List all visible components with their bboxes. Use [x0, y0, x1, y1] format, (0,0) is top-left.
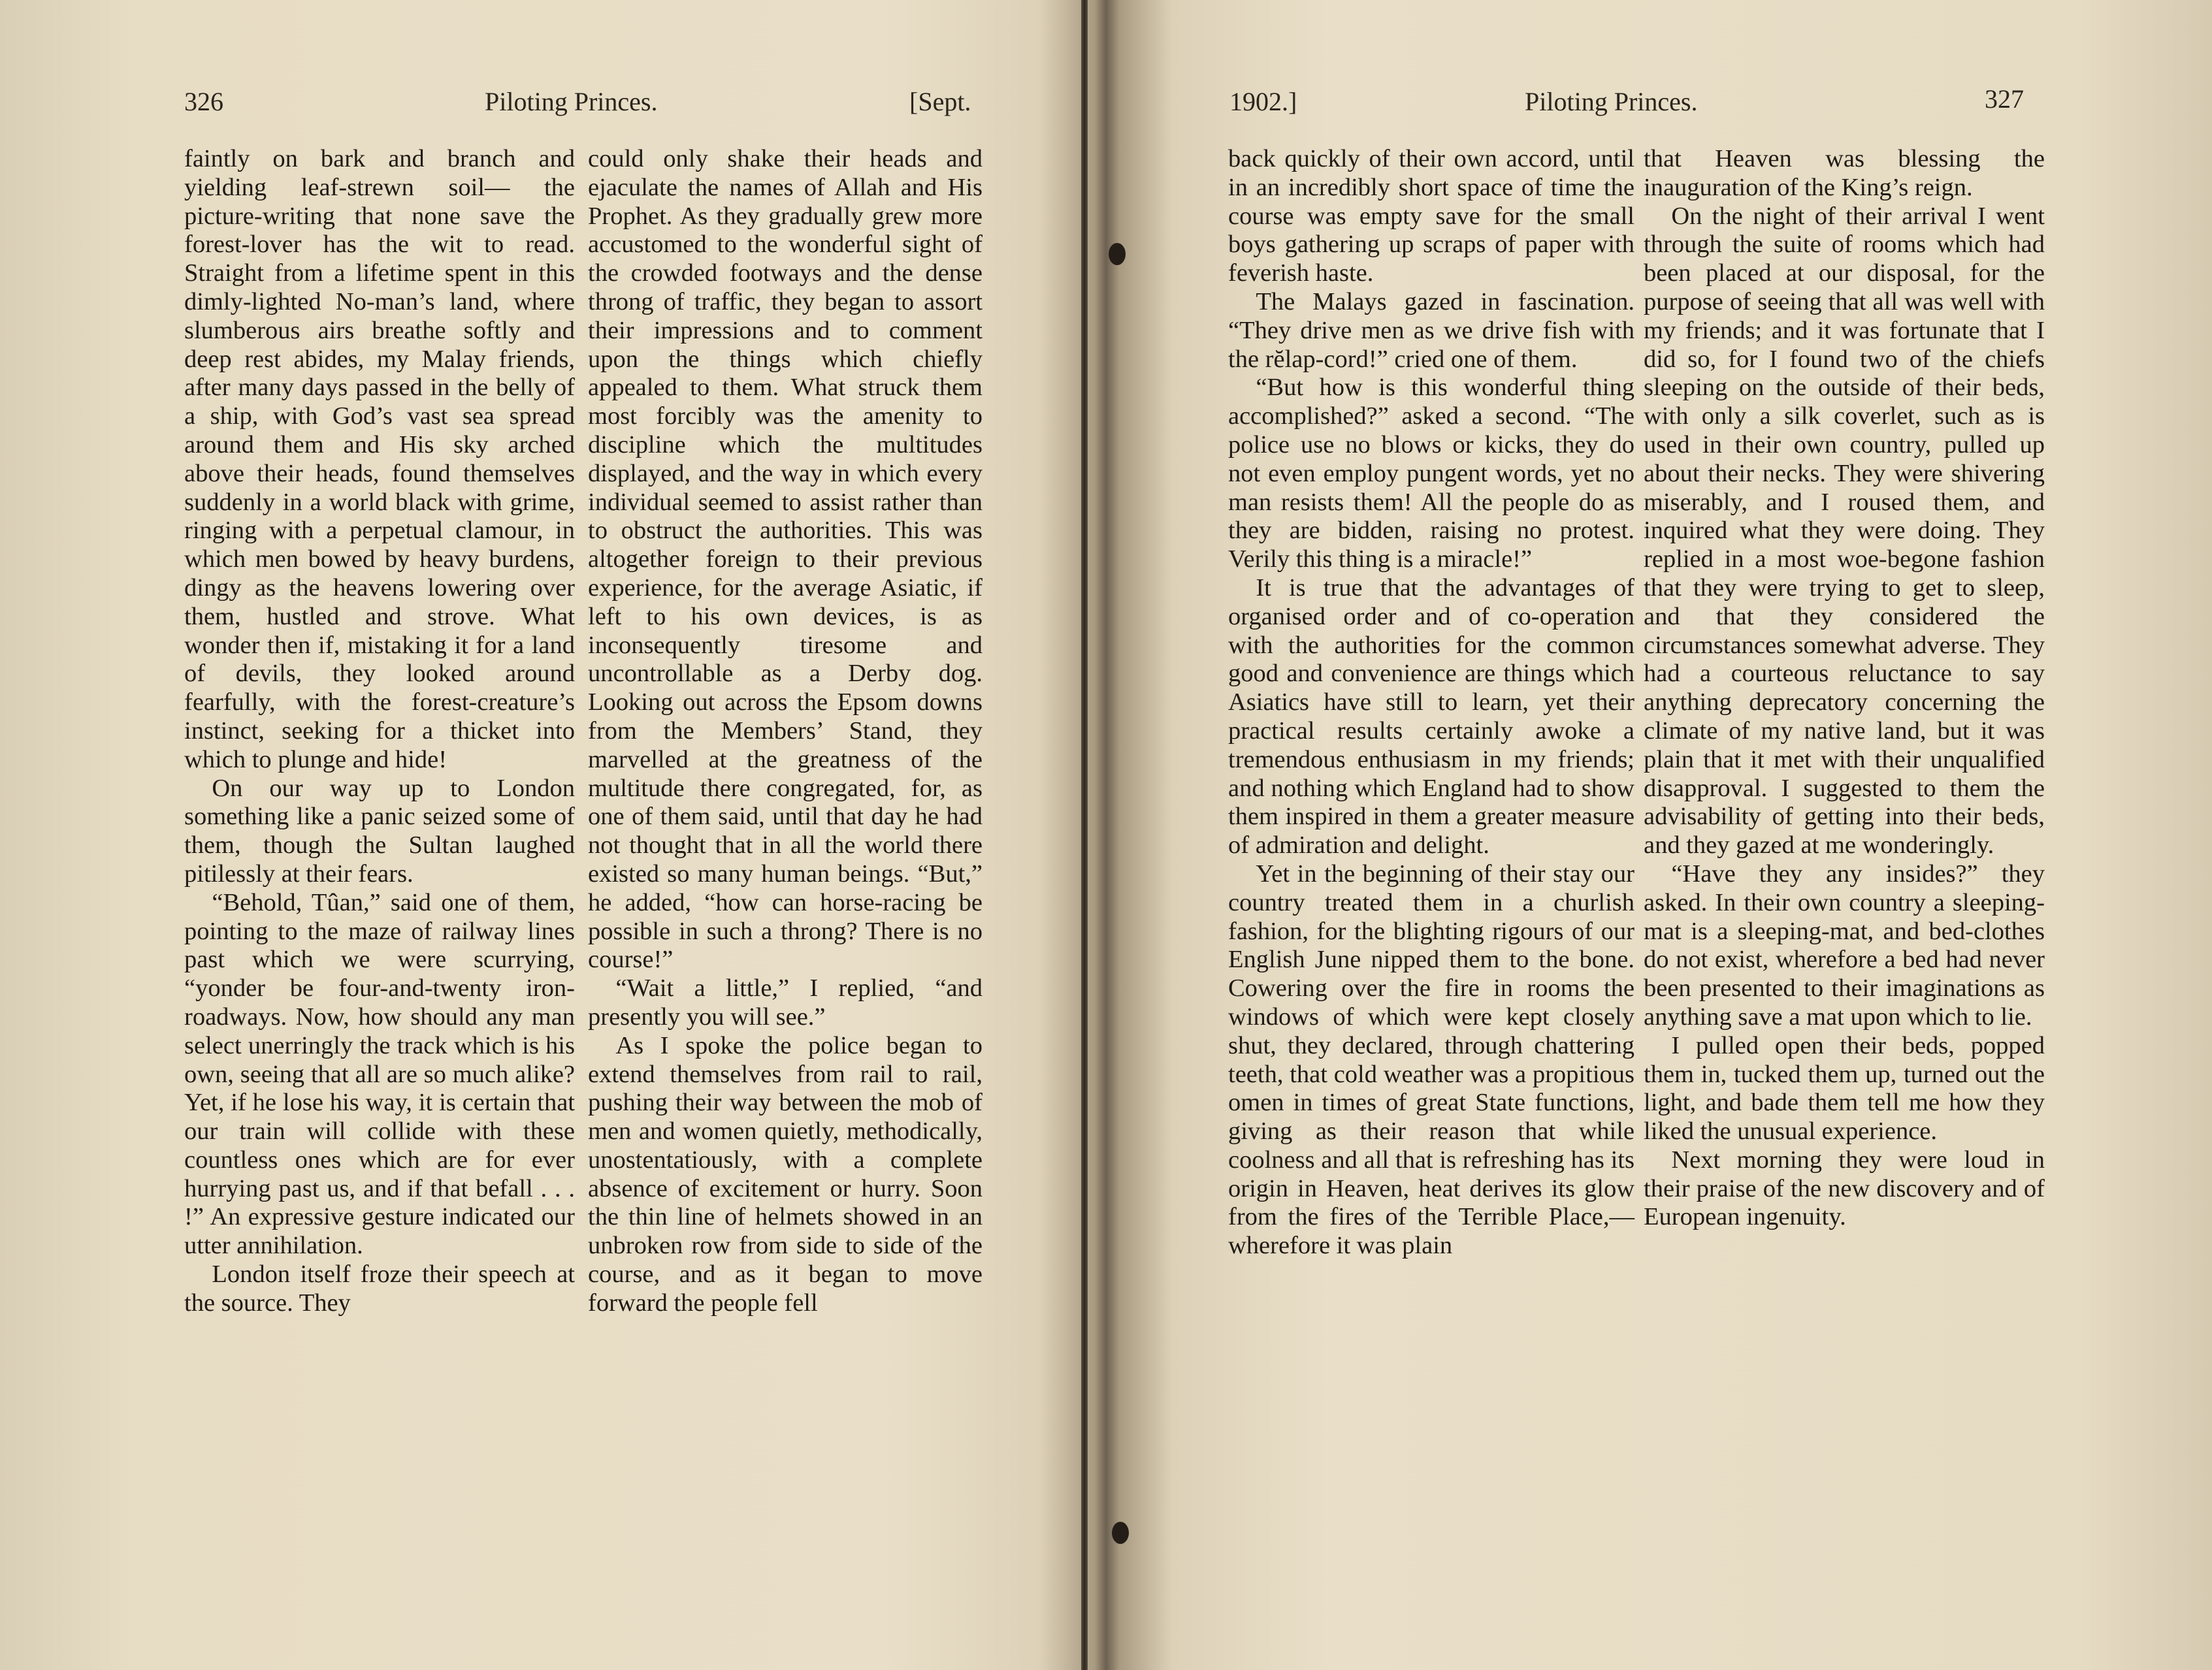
- page-number-left: 326: [184, 87, 223, 116]
- left-page: [0, 0, 1084, 1670]
- paragraph: “Wait a little,” I replied, “and presently you will see.”: [588, 974, 983, 1031]
- paragraph: It is true that the advantages of organised order and of co-operation with the authorities for the common good and convenience are things which Asiatics have still to learn, yet their practical results certainly awoke a tremendous enthusiasm in my friends; and nothing which England had to show them inspired in them a greater measure of admiration and delight.: [1228, 573, 1635, 859]
- paragraph: faintly on bark and branch and yielding leaf-strewn soil— the picture-writing that none save the forest-lover has the wit to read. Straight from a lifetime spent in this dimly-lighted No-man’s land, where slumberous airs breathe softly and deep rest abides, my Malay friends, after many days passed in the belly of a ship, with God’s vast sea spread around them and His sky arched above their heads, found themselves suddenly in a world black with grime, ringing with a perpetual clamour, in which men bowed by heavy burdens, dingy as the heavens lowering over them, hustled and strove. What wonder then if, mistaking it for a land of devils, they looked around fearfully, with the forest-creature’s instinct, seeking for a thicket into which to plunge and hide!: [184, 145, 575, 773]
- right-page: [1084, 0, 2212, 1670]
- running-title-right: Piloting Princes.: [1525, 87, 1698, 116]
- paragraph: could only shake their heads and ejaculate the names of Allah and His Prophet. As they gradually grew more accustomed to the wonderful sight of the crowded footways and the dense throng of traffic, they began to assort their impressions and to comment upon the things which chiefly appealed to them. What struck them most forcibly was the amenity to discipline which the multitudes displayed, and the way in which every individual seemed to assist rather than to obstruct the authorities. This was altogether foreign to their previous experience, for the average Asiatic, if left to his own devices, is as inconsequently tiresome and uncontrollable as a Derby dog. Looking out across the Epsom downs from the Members’ Stand, they marvelled at the greatness of the multitude there congregated, for, as one of them said, until that day he had not thought that in all the world there existed so many human beings. “But,” he added, “how can horse-racing be possible in such a throng? There is no course!”: [588, 145, 983, 974]
- paragraph: The Malays gazed in fascination. “They drive men as we drive fish with the rĕlap-cord!” cried one of them.: [1228, 287, 1635, 373]
- date-label-left: [Sept.: [909, 87, 971, 116]
- right-column-1: [1228, 145, 1635, 1261]
- date-label-right: 1902.]: [1229, 87, 1297, 116]
- paragraph: On the night of their arrival I went through the suite of rooms which had been placed at our disposal, for the purpose of seeing that all was well with my friends; and it was fortunate that I did so, for I found two of the chiefs sleeping on the outside of their beds, with only a silk coverlet, such as is used in their own country, pulled up about their necks. They were shivering miserably, and I roused them, and inquired what they were doing. They replied in a most woe-begone fashion that they were trying to get to sleep, and that they considered the circumstances somewhat adverse. They had a courteous reluctance to say anything deprecatory concerning the climate of my native land, but it was plain that it met with their unqualified disapproval. I suggested to them the advisability of getting into their beds, and they gazed at me wonderingly.: [1644, 202, 2045, 859]
- paragraph: As I spoke the police began to extend themselves from rail to rail, pushing their way between the mob of men and women quietly, methodically, unostentatiously, with a complete absence of excitement or hurry. Soon the thin line of helmets showed in an unbroken row from side to side of the course, and as it began to move forward the people fell: [588, 1031, 983, 1317]
- paragraph: Next morning they were loud in their praise of the new discovery and of European ingenuity.: [1644, 1146, 2045, 1231]
- page-number-right: 327: [1985, 84, 2024, 114]
- paragraph: that Heaven was blessing the inauguration of the King’s reign.: [1644, 145, 2045, 201]
- left-column-1: [184, 145, 575, 1318]
- paragraph: On our way up to London something like a panic seized some of them, though the Sultan laughed pitilessly at their fears.: [184, 774, 575, 888]
- paragraph: “But how is this wonderful thing accomplished?” asked a second. “The police use no blows or kicks, they do not even employ pungent words, yet no man resists them! All the people do as they are bidden, raising no protest. Verily this thing is a miracle!”: [1228, 374, 1635, 573]
- right-column-2: [1644, 145, 2045, 1232]
- paragraph: I pulled open their beds, popped them in, tucked them up, turned out the light, and bade them tell me how they liked the unusual experience.: [1644, 1031, 2045, 1146]
- paragraph: London itself froze their speech at the source. They: [184, 1261, 575, 1317]
- paragraph: “Have they any insides?” they asked. In their own country a sleeping-mat is a sleeping-mat, and bed-clothes do not exist, wherefore a bed had never been presented to their imaginations as anything save a mat upon which to lie.: [1644, 859, 2045, 1031]
- paragraph: “Behold, Tûan,” said one of them, pointing to the maze of railway lines past which we were scurrying, “yonder be four-and-twenty iron-roadways. Now, how should any man select unerringly the track which is his own, seeing that all are so much alike? Yet, if he lose his way, it is certain that our train will collide with these countless ones which are for ever hurrying past us, and if that befall . . . !” An expressive gesture indicated our utter annihilation.: [184, 888, 575, 1260]
- running-title-left: Piloting Princes.: [485, 87, 658, 116]
- paragraph: Yet in the beginning of their stay our country treated them in a churlish fashion, for the blighting rigours of our English June nipped them to the bone. Cowering over the fire in rooms the windows of which were kept closely shut, they declared, through chattering teeth, that cold weather was a propitious omen in times of great State functions, giving as their reason that while coolness and all that is refreshing has its origin in Heaven, heat derives its glow from the fires of the Terrible Place,—wherefore it was plain: [1228, 859, 1635, 1260]
- left-column-2: [588, 145, 983, 1318]
- paragraph: back quickly of their own accord, until in an incredibly short space of time the course was empty save for the small boys gathering up scraps of paper with feverish haste.: [1228, 145, 1635, 287]
